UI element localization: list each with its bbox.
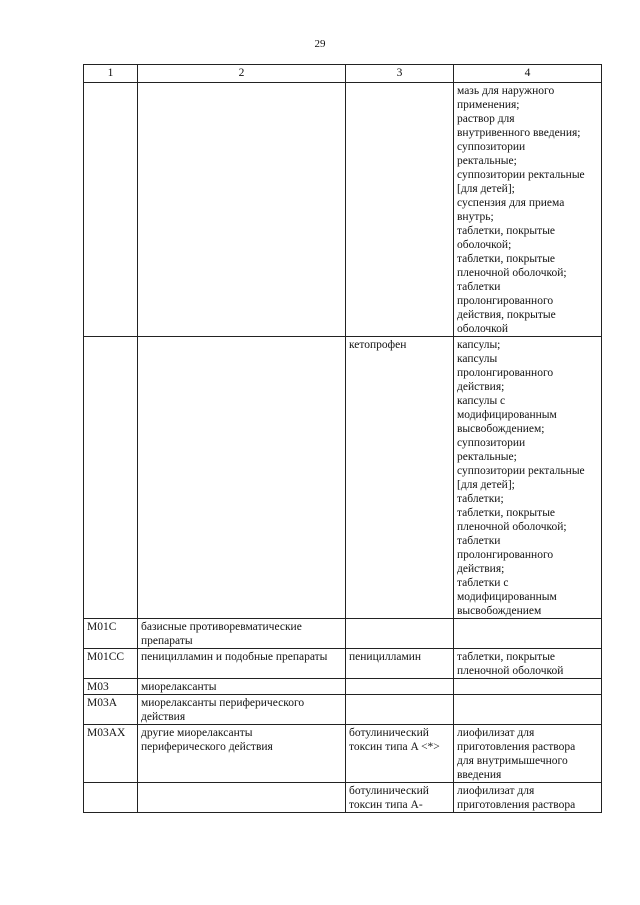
cell-line: высвобождением; (457, 423, 545, 435)
cell-line: [для детей]; (457, 183, 515, 195)
table-row (84, 725, 602, 783)
substance-cell (346, 83, 454, 337)
cell-line: для внутримышечного (457, 755, 568, 767)
cell-line: другие миорелаксанты (141, 727, 253, 739)
cell-line: токсин типа A- (349, 799, 423, 811)
cell-line: ректальные; (457, 451, 517, 463)
cell-line: миорелаксанты (141, 681, 217, 693)
cell-line: оболочкой (457, 323, 509, 335)
cell-line: действия, покрытые (457, 309, 556, 321)
cell-line: модифицированным (457, 409, 557, 421)
column-header-3: 3 (346, 65, 454, 83)
cell-line: введения (457, 769, 502, 781)
atc-code-cell: M01C (84, 619, 138, 649)
cell-line: капсулы; (457, 339, 501, 351)
cell-line: пеницилламин и подобные препараты (141, 651, 328, 663)
group-name-cell (138, 695, 346, 725)
substance-cell (346, 619, 454, 649)
substance-cell (346, 679, 454, 695)
cell-line: приготовления раствора (457, 741, 576, 753)
group-name-cell (138, 783, 346, 813)
cell-line: пленочной оболочкой (457, 665, 564, 677)
table-header-row (84, 65, 602, 83)
cell-line: таблетки, покрытые (457, 507, 556, 519)
cell-line: пеницилламин (349, 651, 422, 663)
column-header-1: 1 (84, 65, 138, 83)
cell-line: внутривенного введения; (457, 127, 581, 139)
cell-line: суппозитории (457, 141, 526, 153)
cell-line: кетопрофен (349, 339, 407, 351)
cell-line: таблетки, покрытые (457, 651, 556, 663)
cell-line: суспензия для приема (457, 197, 565, 209)
cell-line: пролонгированного (457, 367, 554, 379)
group-name-cell (138, 679, 346, 695)
group-name-cell (138, 725, 346, 783)
cell-line: действия; (457, 381, 505, 393)
dosage-forms-cell (454, 679, 602, 695)
group-name-cell (138, 83, 346, 337)
cell-line: пленочной оболочкой; (457, 521, 567, 533)
cell-line: ботулинический (349, 785, 429, 797)
dosage-forms-cell (454, 695, 602, 725)
cell-line: внутрь; (457, 211, 494, 223)
atc-code-cell (84, 783, 138, 813)
cell-line: суппозитории ректальные (457, 169, 585, 181)
atc-code-cell (84, 83, 138, 337)
column-header-4: 4 (454, 65, 602, 83)
substance-cell (346, 337, 454, 619)
cell-line: миорелаксанты периферического (141, 697, 305, 709)
dosage-forms-cell (454, 725, 602, 783)
group-name-cell (138, 337, 346, 619)
table-row (84, 695, 602, 725)
group-name-cell (138, 619, 346, 649)
cell-line: таблетки; (457, 493, 504, 505)
cell-line: ботулинический (349, 727, 429, 739)
substance-cell (346, 725, 454, 783)
atc-code-cell: M03AX (84, 725, 138, 783)
atc-code-cell (84, 337, 138, 619)
cell-line: высвобождением (457, 605, 542, 617)
cell-line: суппозитории (457, 437, 526, 449)
substance-cell (346, 695, 454, 725)
substance-cell (346, 783, 454, 813)
dosage-forms-cell (454, 83, 602, 337)
table-row (84, 619, 602, 649)
cell-line: лиофилизат для (457, 785, 535, 797)
cell-line: пролонгированного (457, 295, 554, 307)
dosage-forms-cell (454, 649, 602, 679)
cell-line: приготовления раствора (457, 799, 576, 811)
table-row (84, 783, 602, 813)
cell-line: пролонгированного (457, 549, 554, 561)
group-name-cell (138, 649, 346, 679)
cell-line: действия (141, 711, 186, 723)
medication-table (83, 64, 602, 813)
atc-code-cell: M03 (84, 679, 138, 695)
cell-line: капсулы (457, 353, 498, 365)
cell-line: ректальные; (457, 155, 517, 167)
cell-line: действия; (457, 563, 505, 575)
table-body (84, 83, 602, 813)
table-row (84, 679, 602, 695)
dosage-forms-cell (454, 337, 602, 619)
atc-code-cell: M03A (84, 695, 138, 725)
cell-line: лиофилизат для (457, 727, 535, 739)
cell-line: токсин типа A <*> (349, 741, 440, 753)
cell-line: раствор для (457, 113, 515, 125)
cell-line: таблетки, покрытые (457, 253, 556, 265)
cell-line: капсулы с (457, 395, 506, 407)
cell-line: пленочной оболочкой; (457, 267, 567, 279)
cell-line: таблетки, покрытые (457, 225, 556, 237)
cell-line: таблетки (457, 281, 501, 293)
cell-line: базисные противоревматические (141, 621, 302, 633)
cell-line: [для детей]; (457, 479, 515, 491)
cell-line: препараты (141, 635, 193, 647)
column-header-2: 2 (138, 65, 346, 83)
table-row (84, 337, 602, 619)
cell-line: оболочкой; (457, 239, 512, 251)
substance-cell (346, 649, 454, 679)
atc-code-cell: M01CC (84, 649, 138, 679)
cell-line: суппозитории ректальные (457, 465, 585, 477)
cell-line: таблетки (457, 535, 501, 547)
dosage-forms-cell (454, 783, 602, 813)
cell-line: таблетки с (457, 577, 509, 589)
table-row (84, 83, 602, 337)
page-number: 29 (314, 38, 326, 50)
table-row (84, 649, 602, 679)
dosage-forms-cell (454, 619, 602, 649)
cell-line: применения; (457, 99, 520, 111)
cell-line: модифицированным (457, 591, 557, 603)
cell-line: мазь для наружного (457, 85, 555, 97)
cell-line: периферического действия (141, 741, 273, 753)
